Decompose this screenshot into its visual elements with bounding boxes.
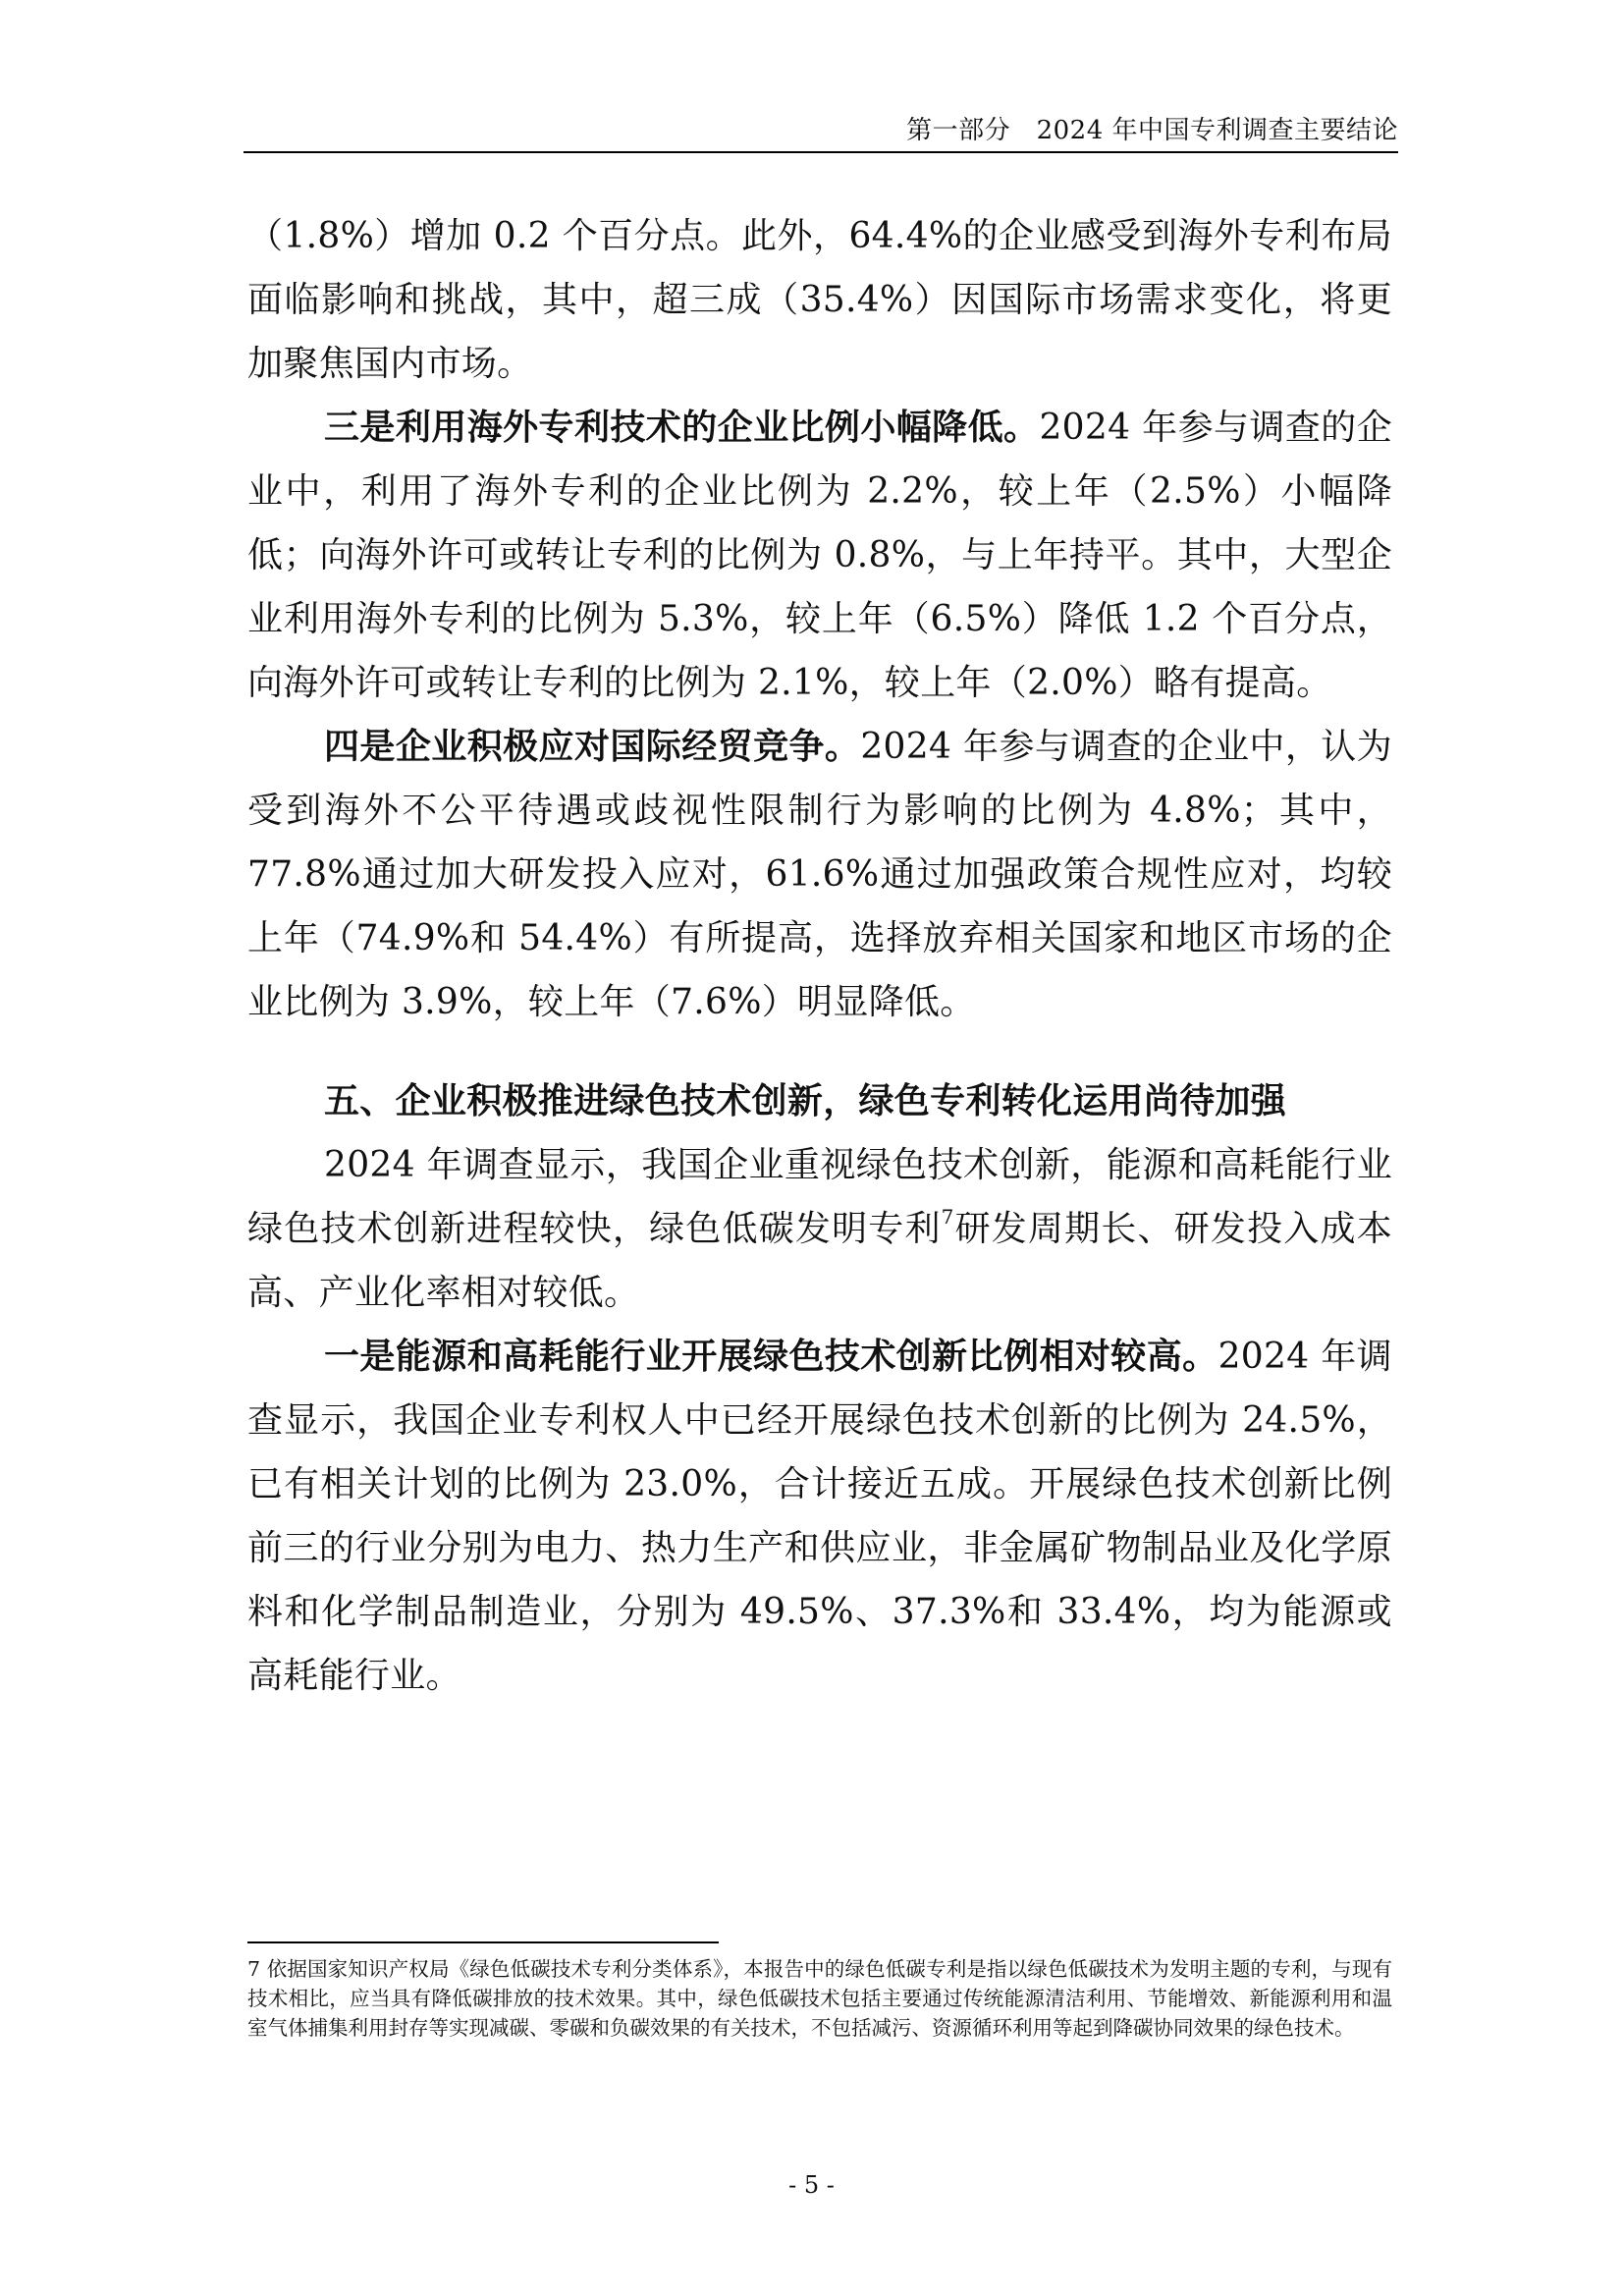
page-number: - 5 - bbox=[788, 2171, 835, 2199]
paragraph-body: 2024 年调查显示，我国企业专利权人中已经开展绿色技术创新的比例为 24.5%，已有相关计划的比例为 23.0%，合计接近五成。开展绿色技术创新比例前三的行业分别为电力、热力生产和供应业，非金属矿物制品业及化学原料和化学制品制造业，分别为 49.5%、37.3%和 33.4%，均为能源或高耗能行业。 bbox=[247, 1337, 1392, 1696]
footnote-divider bbox=[247, 1941, 719, 1943]
main-content bbox=[247, 204, 1392, 1708]
paragraph-body: 研发周期长、研发投入成本高、产业化率相对较低。 bbox=[247, 1209, 1392, 1313]
paragraph-energy-industries bbox=[247, 1325, 1392, 1708]
paragraph-trade-competition bbox=[247, 715, 1392, 1034]
header-title: 第一部分 2024 年中国专利调查主要结论 bbox=[906, 116, 1398, 145]
paragraph-continuation: （1.8%）增加 0.2 个百分点。此外，64.4%的企业感受到海外专利布局面临影响和挑战，其中，超三成（35.4%）因国际市场需求变化，将更加聚焦国内市场。 bbox=[247, 216, 1392, 384]
paragraph-body: 2024 年参与调查的企业中，认为受到海外不公平待遇或歧视性限制行为影响的比例为 4.8%；其中，77.8%通过加大研发投入应对，61.6%通过加强政策合规性应对，均较上年（74.9%和 54.4%）有所提高，选择放弃相关国家和地区市场的企业比例为 3.9%，较上年（7.6%）明显降低。 bbox=[247, 727, 1392, 1022]
paragraph-lead-bold: 四是企业积极应对国际经贸竞争。 bbox=[324, 727, 861, 767]
paragraph-body: 2024 年调查显示，我国企业重视绿色技术创新，能源和高耗能行业绿色技术创新进程较快，绿色低碳发明专利 bbox=[247, 1145, 1392, 1249]
paragraph-lead-bold: 三是利用海外专利技术的企业比例小幅降低。 bbox=[324, 408, 1040, 448]
footnote-reference[interactable]: 7 bbox=[941, 1205, 954, 1229]
paragraph-overseas-patent-usage bbox=[247, 396, 1392, 715]
footnote: 7 依据国家知识产权局《绿色低碳技术专利分类体系》，本报告中的绿色低碳专利是指以绿色低碳技术为发明主题的专利，与现有技术相比，应当具有降低碳排放的技术效果。其中，绿色低碳技术包括主要通过传统能源清洁利用、节能增效、新能源利用和温室气体捕集利用封存等实现减碳、零碳和负碳效果的有关技术，不包括减污、资源循环利用等起到降碳协同效果的绿色技术。 bbox=[247, 1957, 1392, 2040]
section-heading: 五、企业积极推进绿色技术创新，绿色专利转化运用尚待加强 bbox=[324, 1081, 1287, 1121]
paragraph-lead-bold: 一是能源和高耗能行业开展绿色技术创新比例相对较高。 bbox=[324, 1337, 1218, 1377]
page-header bbox=[243, 114, 1398, 153]
paragraph-green-innovation-intro bbox=[247, 1133, 1392, 1325]
paragraph-body: 2024 年参与调查的企业中，利用了海外专利的企业比例为 2.2%，较上年（2.5%）小幅降低；向海外许可或转让专利的比例为 0.8%，与上年持平。其中，大型企业利用海外专利的比例为 5.3%，较上年（6.5%）降低 1.2 个百分点，向海外许可或转让专利的比例为 2.1%，较上年（2.0%）略有提高。 bbox=[247, 408, 1392, 703]
